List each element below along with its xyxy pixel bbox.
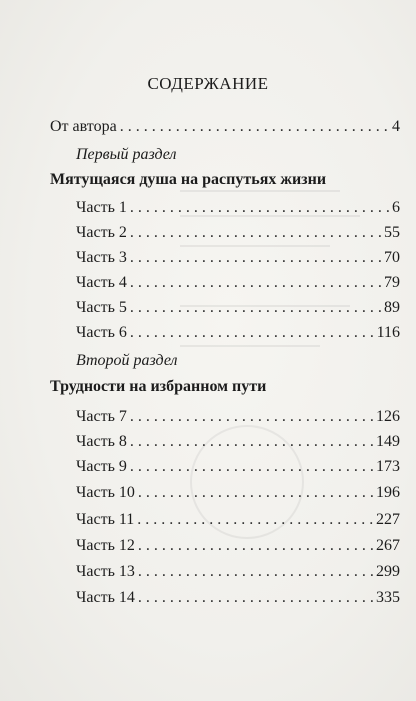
entry-label: Часть 12 — [76, 537, 135, 554]
leader-dots — [130, 432, 373, 452]
entry-label: От автора — [50, 118, 117, 135]
toc-entry-part — [76, 562, 400, 582]
toc-entry-part — [76, 432, 400, 452]
ghost-line — [180, 245, 330, 247]
toc-entry-part — [76, 483, 400, 503]
leader-dots — [130, 323, 374, 343]
entry-page: 196 — [376, 484, 400, 501]
leader-dots — [130, 407, 373, 427]
toc-entry-part — [76, 588, 400, 608]
toc-entry-part — [76, 536, 400, 556]
leader-dots — [138, 562, 373, 582]
ghost-line — [180, 345, 320, 347]
entry-label: Часть 10 — [76, 484, 135, 501]
entry-page: 70 — [384, 249, 400, 266]
entry-page: 267 — [376, 537, 400, 554]
leader-dots — [137, 510, 373, 530]
entry-label: Часть 5 — [76, 299, 127, 316]
entry-page: 173 — [376, 458, 400, 475]
toc-entry-part — [76, 457, 400, 477]
section-label: Первый раздел — [76, 146, 177, 163]
entry-page: 4 — [392, 118, 400, 135]
toc-entry-part — [76, 198, 400, 218]
toc-entry-part — [76, 248, 400, 268]
entry-label: Часть 14 — [76, 589, 135, 606]
section-heading: Мятущаяся душа на распутьях жизни — [50, 171, 327, 188]
entry-page: 55 — [384, 224, 400, 241]
entry-label: Часть 3 — [76, 249, 127, 266]
entry-label: Часть 9 — [76, 458, 127, 475]
entry-page: 79 — [384, 274, 400, 291]
leader-dots — [130, 198, 389, 218]
entry-label: Часть 1 — [76, 199, 127, 216]
toc-entry-part — [76, 223, 400, 243]
leader-dots — [138, 536, 373, 556]
ghost-line — [180, 190, 340, 192]
leader-dots — [138, 483, 373, 503]
entry-page: 89 — [384, 299, 400, 316]
leader-dots — [130, 273, 381, 293]
toc-entry-part — [76, 273, 400, 293]
toc-entry-author — [50, 117, 400, 137]
section-label: Второй раздел — [76, 352, 178, 369]
entry-page: 6 — [392, 199, 400, 216]
leader-dots — [130, 223, 381, 243]
entry-label: Часть 7 — [76, 408, 127, 425]
entry-label: Часть 4 — [76, 274, 127, 291]
entry-page: 335 — [376, 589, 400, 606]
entry-page: 116 — [376, 324, 400, 341]
toc-entry-part — [76, 407, 400, 427]
entry-page: 299 — [376, 563, 400, 580]
leader-dots — [130, 457, 373, 477]
entry-page: 126 — [376, 408, 400, 425]
toc-entry-part — [76, 323, 400, 343]
entry-label: Часть 6 — [76, 324, 127, 341]
entry-page: 149 — [376, 433, 400, 450]
entry-label: Часть 13 — [76, 563, 135, 580]
section-heading: Трудности на избранном пути — [50, 378, 267, 395]
toc-entry-part — [76, 510, 400, 530]
leader-dots — [120, 117, 389, 137]
entry-label: Часть 11 — [76, 511, 135, 528]
entry-label: Часть 8 — [76, 433, 127, 450]
toc-title: СОДЕРЖАНИЕ — [147, 74, 269, 93]
entry-page: 227 — [376, 511, 400, 528]
leader-dots — [130, 298, 381, 318]
leader-dots — [130, 248, 381, 268]
toc-entry-part — [76, 298, 400, 318]
leader-dots — [138, 588, 373, 608]
entry-label: Часть 2 — [76, 224, 127, 241]
